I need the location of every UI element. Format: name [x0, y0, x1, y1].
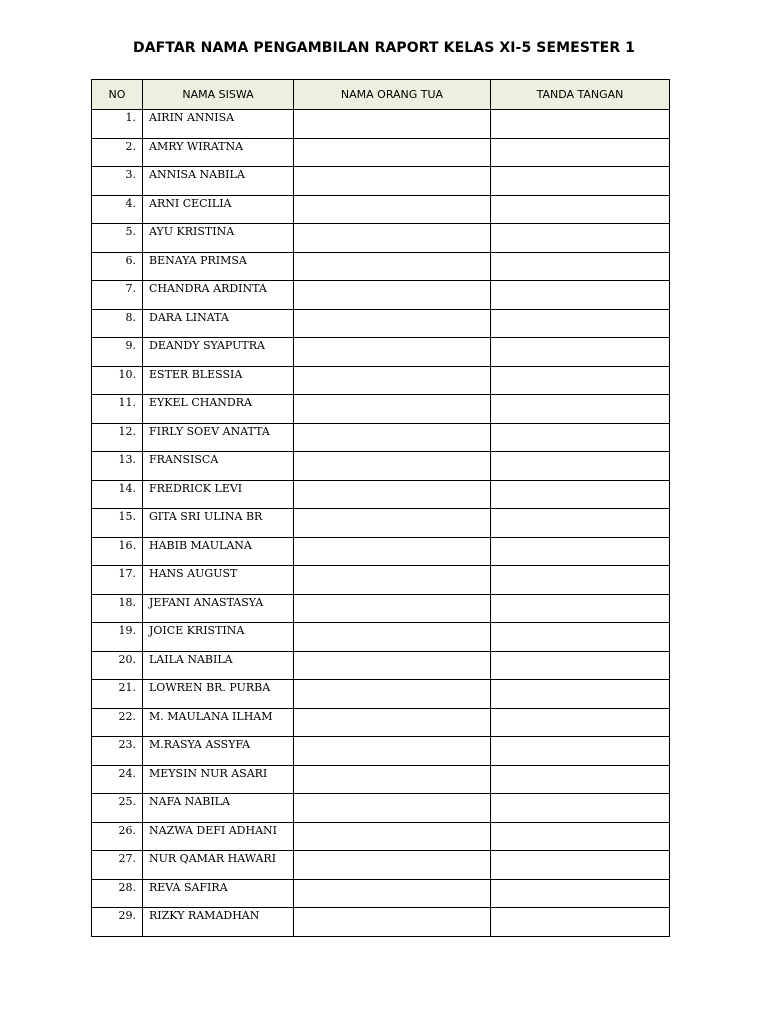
signature-cell[interactable]	[491, 908, 670, 937]
table-row	[92, 737, 670, 766]
parent-name-cell[interactable]	[294, 851, 491, 880]
signature-cell[interactable]	[491, 423, 670, 452]
row-number: 5.	[92, 224, 143, 253]
table-row	[92, 594, 670, 623]
signature-cell[interactable]	[491, 110, 670, 139]
row-number: 6.	[92, 252, 143, 281]
signature-cell[interactable]	[491, 537, 670, 566]
parent-name-cell[interactable]	[294, 338, 491, 367]
table-row	[92, 167, 670, 196]
student-name-cell: RIZKY RAMADHAN	[143, 908, 294, 937]
parent-name-cell[interactable]	[294, 195, 491, 224]
signature-cell[interactable]	[491, 851, 670, 880]
student-name-cell: DARA LINATA	[143, 309, 294, 338]
row-number: 17.	[92, 566, 143, 595]
table-row	[92, 651, 670, 680]
row-number: 3.	[92, 167, 143, 196]
parent-name-cell[interactable]	[294, 537, 491, 566]
table-row	[92, 623, 670, 652]
column-header-signature: TANDA TANGAN	[491, 80, 670, 110]
table-row	[92, 879, 670, 908]
signature-cell[interactable]	[491, 737, 670, 766]
student-name-cell: FREDRICK LEVI	[143, 480, 294, 509]
parent-name-cell[interactable]	[294, 651, 491, 680]
row-number: 22.	[92, 708, 143, 737]
student-name-cell: AIRIN ANNISA	[143, 110, 294, 139]
row-number: 28.	[92, 879, 143, 908]
row-number: 29.	[92, 908, 143, 937]
parent-name-cell[interactable]	[294, 480, 491, 509]
student-name-cell: MEYSIN NUR ASARI	[143, 765, 294, 794]
row-number: 19.	[92, 623, 143, 652]
signature-cell[interactable]	[491, 594, 670, 623]
parent-name-cell[interactable]	[294, 423, 491, 452]
row-number: 13.	[92, 452, 143, 481]
table-row	[92, 395, 670, 424]
column-header-no: NO	[92, 80, 143, 110]
row-number: 23.	[92, 737, 143, 766]
row-number: 20.	[92, 651, 143, 680]
student-name-cell: HANS AUGUST	[143, 566, 294, 595]
signature-cell[interactable]	[491, 509, 670, 538]
student-name-cell: ESTER BLESSIA	[143, 366, 294, 395]
page-title: DAFTAR NAMA PENGAMBILAN RAPORT KELAS XI-5 SEMESTER 1	[132, 40, 636, 56]
signature-cell[interactable]	[491, 338, 670, 367]
student-name-cell: HABIB MAULANA	[143, 537, 294, 566]
parent-name-cell[interactable]	[294, 252, 491, 281]
table-row	[92, 138, 670, 167]
row-number: 27.	[92, 851, 143, 880]
row-number: 12.	[92, 423, 143, 452]
attendance-table	[91, 79, 670, 937]
signature-cell[interactable]	[491, 879, 670, 908]
table-row	[92, 794, 670, 823]
signature-cell[interactable]	[491, 794, 670, 823]
table-row	[92, 224, 670, 253]
student-name-cell: M.RASYA ASSYFA	[143, 737, 294, 766]
parent-name-cell[interactable]	[294, 281, 491, 310]
row-number: 10.	[92, 366, 143, 395]
parent-name-cell[interactable]	[294, 594, 491, 623]
row-number: 4.	[92, 195, 143, 224]
parent-name-cell[interactable]	[294, 167, 491, 196]
student-name-cell: ARNI CECILIA	[143, 195, 294, 224]
student-name-cell: DEANDY SYAPUTRA	[143, 338, 294, 367]
student-name-cell: NAZWA DEFI ADHANI	[143, 822, 294, 851]
student-name-cell: CHANDRA ARDINTA	[143, 281, 294, 310]
student-name-cell: M. MAULANA ILHAM	[143, 708, 294, 737]
table-row	[92, 537, 670, 566]
row-number: 1.	[92, 110, 143, 139]
parent-name-cell[interactable]	[294, 879, 491, 908]
table-row	[92, 110, 670, 139]
student-name-cell: JEFANI ANASTASYA	[143, 594, 294, 623]
parent-name-cell[interactable]	[294, 822, 491, 851]
row-number: 8.	[92, 309, 143, 338]
table-row	[92, 566, 670, 595]
table-row	[92, 822, 670, 851]
student-name-cell: AMRY WIRATNA	[143, 138, 294, 167]
row-number: 9.	[92, 338, 143, 367]
parent-name-cell[interactable]	[294, 138, 491, 167]
table-row	[92, 708, 670, 737]
student-name-cell: ANNISA NABILA	[143, 167, 294, 196]
parent-name-cell[interactable]	[294, 794, 491, 823]
row-number: 15.	[92, 509, 143, 538]
row-number: 7.	[92, 281, 143, 310]
table-row	[92, 309, 670, 338]
column-header-student-name: NAMA SISWA	[143, 80, 294, 110]
table-row	[92, 366, 670, 395]
parent-name-cell[interactable]	[294, 452, 491, 481]
column-header-parent-name: NAMA ORANG TUA	[294, 80, 491, 110]
signature-cell[interactable]	[491, 566, 670, 595]
parent-name-cell[interactable]	[294, 623, 491, 652]
signature-cell[interactable]	[491, 224, 670, 253]
signature-cell[interactable]	[491, 167, 670, 196]
row-number: 18.	[92, 594, 143, 623]
student-name-cell: LAILA NABILA	[143, 651, 294, 680]
parent-name-cell[interactable]	[294, 395, 491, 424]
parent-name-cell[interactable]	[294, 366, 491, 395]
signature-cell[interactable]	[491, 252, 670, 281]
table-row	[92, 680, 670, 709]
signature-cell[interactable]	[491, 366, 670, 395]
table-row	[92, 765, 670, 794]
signature-cell[interactable]	[491, 395, 670, 424]
table-row	[92, 480, 670, 509]
signature-cell[interactable]	[491, 680, 670, 709]
signature-cell[interactable]	[491, 480, 670, 509]
signature-cell[interactable]	[491, 281, 670, 310]
signature-cell[interactable]	[491, 822, 670, 851]
parent-name-cell[interactable]	[294, 309, 491, 338]
table-row	[92, 509, 670, 538]
signature-cell[interactable]	[491, 309, 670, 338]
student-name-cell: NAFA NABILA	[143, 794, 294, 823]
signature-cell[interactable]	[491, 195, 670, 224]
student-name-cell: LOWREN BR. PURBA	[143, 680, 294, 709]
student-name-cell: REVA SAFIRA	[143, 879, 294, 908]
parent-name-cell[interactable]	[294, 509, 491, 538]
signature-cell[interactable]	[491, 708, 670, 737]
student-name-cell: GITA SRI ULINA BR	[143, 509, 294, 538]
parent-name-cell[interactable]	[294, 708, 491, 737]
parent-name-cell[interactable]	[294, 765, 491, 794]
row-number: 16.	[92, 537, 143, 566]
student-name-cell: FIRLY SOEV ANATTA	[143, 423, 294, 452]
student-name-cell: BENAYA PRIMSA	[143, 252, 294, 281]
row-number: 26.	[92, 822, 143, 851]
table-body	[92, 110, 670, 937]
table-row	[92, 851, 670, 880]
student-name-cell: JOICE KRISTINA	[143, 623, 294, 652]
row-number: 25.	[92, 794, 143, 823]
parent-name-cell[interactable]	[294, 110, 491, 139]
signature-cell[interactable]	[491, 452, 670, 481]
row-number: 14.	[92, 480, 143, 509]
row-number: 2.	[92, 138, 143, 167]
table-header-row	[92, 80, 670, 110]
signature-cell[interactable]	[491, 651, 670, 680]
parent-name-cell[interactable]	[294, 224, 491, 253]
parent-name-cell[interactable]	[294, 680, 491, 709]
row-number: 21.	[92, 680, 143, 709]
student-name-cell: FRANSISCA	[143, 452, 294, 481]
table-row	[92, 338, 670, 367]
table-row	[92, 423, 670, 452]
table-row	[92, 908, 670, 937]
table-row	[92, 281, 670, 310]
student-name-cell: NUR QAMAR HAWARI	[143, 851, 294, 880]
parent-name-cell[interactable]	[294, 566, 491, 595]
student-name-cell: AYU KRISTINA	[143, 224, 294, 253]
student-name-cell: EYKEL CHANDRA	[143, 395, 294, 424]
parent-name-cell[interactable]	[294, 737, 491, 766]
parent-name-cell[interactable]	[294, 908, 491, 937]
table-row	[92, 452, 670, 481]
signature-cell[interactable]	[491, 623, 670, 652]
row-number: 11.	[92, 395, 143, 424]
signature-cell[interactable]	[491, 138, 670, 167]
signature-cell[interactable]	[491, 765, 670, 794]
table-row	[92, 252, 670, 281]
row-number: 24.	[92, 765, 143, 794]
table-row	[92, 195, 670, 224]
